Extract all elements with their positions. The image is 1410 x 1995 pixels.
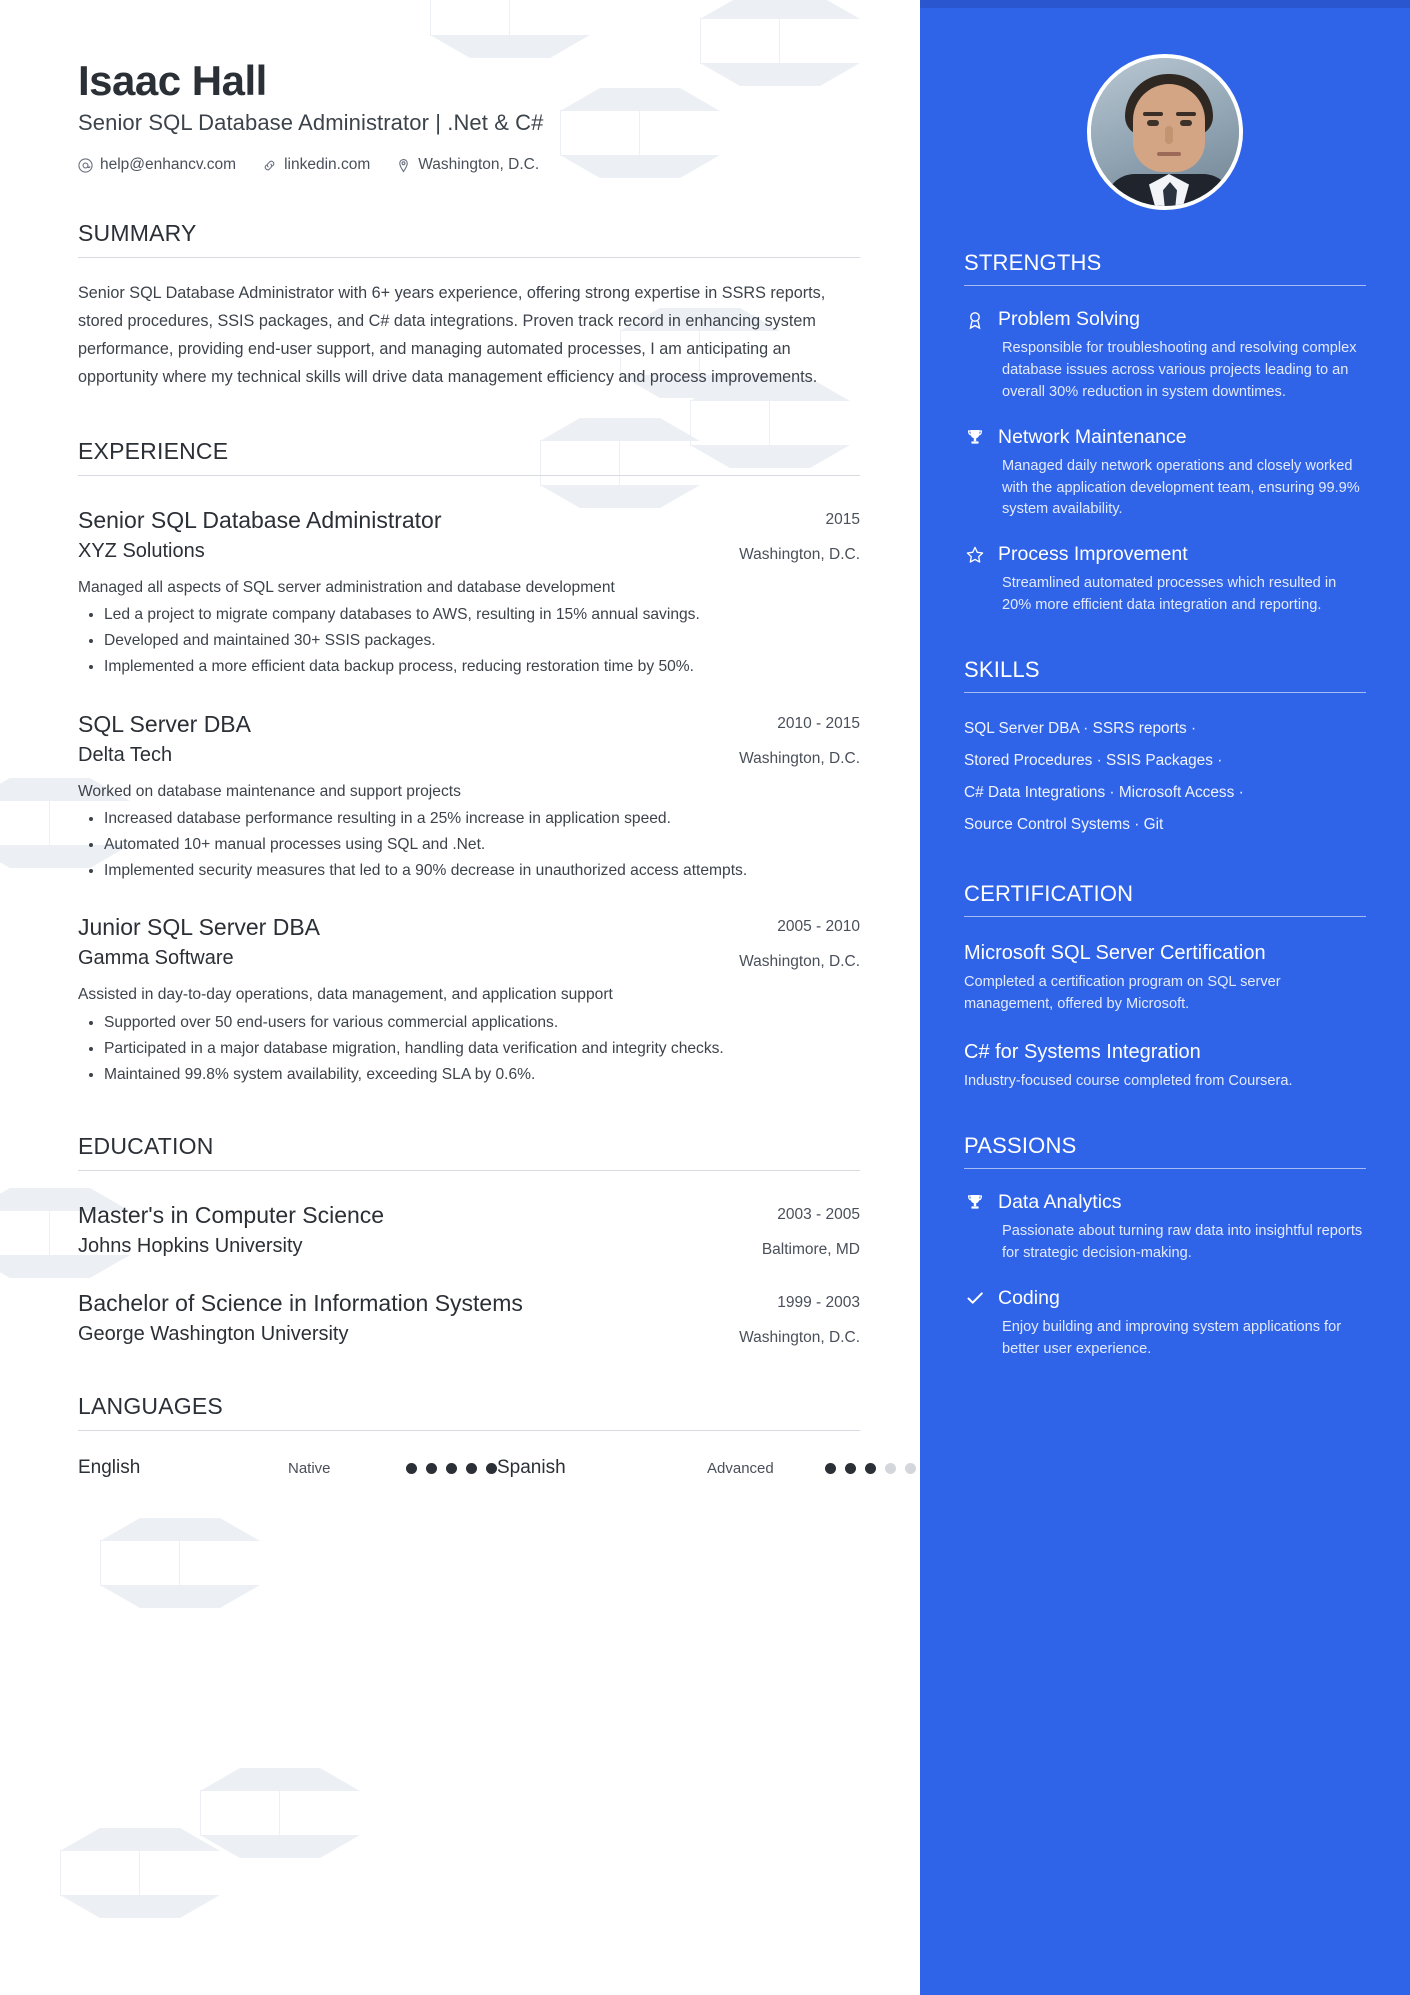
education-school: Johns Hopkins University [78,1235,303,1258]
experience-description: Managed all aspects of SQL server administration and database development [78,578,615,596]
education-entry [78,1289,860,1347]
rating-dot [825,1463,836,1474]
section-languages [78,1393,860,1479]
avatar-wrap [964,54,1366,210]
contact-linkedin-text: linkedin.com [284,156,371,174]
experience-bullets [78,1011,860,1087]
email-icon [78,158,93,173]
passion-description: Passionate about turning raw data into insightful reports for strategic decision-making. [1002,1222,1363,1261]
experience-entry [78,710,860,884]
summary-text: Senior SQL Database Administrator with 6+ years experience, offering strong expertise in SSRS reports, stored procedures, SSIS packages, and C# data integrations. Proven track record in enhancing system performance, providing end-user support, and managing automated processes, I am anticipating an opportunity where my technical skills will drive data management efficiency and process improvements. [78,284,826,386]
experience-entry [78,506,860,680]
experience-date: 2015 [825,510,860,528]
education-location: Washington, D.C. [739,1329,860,1347]
certification-item [964,1040,1366,1093]
passions-title: PASSIONS [964,1133,1366,1169]
list-item: • Automated 10+ manual processes using SQL and .Net. [104,833,860,857]
experience-description: Worked on database maintenance and support projects [78,782,461,800]
contact-location [396,156,539,174]
certification-item-title: C# for Systems Integration [964,1041,1201,1064]
education-school: George Washington University [78,1323,349,1346]
passion-title: Coding [998,1286,1060,1309]
strength-item [964,426,1366,522]
list-item: • Maintained 99.8% system availability, exceeding SLA by 0.6%. [104,1063,860,1087]
location-pin-icon [396,158,411,173]
rating-dot [406,1463,417,1474]
contact-email-text: help@enhancv.com [100,156,237,174]
passion-item [964,1287,1366,1361]
list-item: • Implemented security measures that led to a 90% decrease in unauthorized access attempts. [104,859,860,883]
list-item: • Participated in a major database migration, handling data verification and integrity checks. [104,1037,860,1061]
trophy-icon [964,1191,986,1213]
education-entry [78,1201,860,1259]
experience-date: 2005 - 2010 [777,918,860,936]
languages-title: LANGUAGES [78,1393,860,1431]
education-title: EDUCATION [78,1133,860,1171]
award-icon [964,309,986,331]
experience-title: EXPERIENCE [78,438,860,476]
experience-location: Washington, D.C. [739,545,860,563]
strength-item [964,543,1366,617]
skill-line: SQL Server DBA · SSRS reports · [964,720,1197,738]
list-item: • Developed and maintained 30+ SSIS packages. [104,629,860,653]
list-item: • Supported over 50 end-users for various commercial applications. [104,1011,860,1035]
contact-location-text: Washington, D.C. [418,156,540,174]
link-icon [262,158,277,173]
experience-description: Assisted in day-to-day operations, data management, and application support [78,986,613,1004]
strength-description: Managed daily network operations and closely worked with the application development team, ensuring 99.9% system availability. [1002,457,1360,518]
language-name: Spanish [497,1457,566,1479]
language-item [78,1457,497,1479]
rating-dot [446,1463,457,1474]
skills-title: SKILLS [964,657,1366,693]
section-strengths [964,250,1366,617]
rating-dot [845,1463,856,1474]
strength-description: Streamlined automated processes which resulted in 20% more efficient data integration and reporting. [1002,575,1337,614]
experience-bullets [78,807,860,883]
education-location: Baltimore, MD [761,1241,860,1259]
list-item: • Implemented a more efficient data backup process, reducing restoration time by 50%. [104,655,860,679]
experience-role: Junior SQL Server DBA [78,914,321,941]
experience-company: Gamma Software [78,947,234,970]
certification-title: CERTIFICATION [964,881,1366,917]
check-icon [964,1287,986,1309]
education-degree: Master's in Computer Science [78,1202,385,1229]
language-item [497,1457,916,1479]
rating-dot [905,1463,916,1474]
education-date: 2003 - 2005 [777,1206,860,1224]
skill-line: C# Data Integrations · Microsoft Access · [964,784,1244,802]
education-degree: Bachelor of Science in Information Systems [78,1290,523,1317]
section-education [78,1133,860,1347]
experience-location: Washington, D.C. [739,953,860,971]
language-level: Advanced [707,1459,774,1477]
strength-item [964,308,1366,404]
experience-role: Senior SQL Database Administrator [78,506,442,533]
experience-location: Washington, D.C. [739,749,860,767]
certification-item-title: Microsoft SQL Server Certification [964,942,1266,965]
language-level: Native [288,1459,331,1477]
strength-title: Problem Solving [998,308,1140,330]
section-skills [964,657,1366,841]
passion-item [964,1191,1366,1265]
skills-list [964,713,1366,841]
rating-dot [486,1463,497,1474]
strengths-title: STRENGTHS [964,250,1366,286]
certification-item-description: Completed a certification program on SQL server management, offered by Microsoft. [964,974,1281,1013]
rating-dot [885,1463,896,1474]
strength-description: Responsible for troubleshooting and resolving complex database issues across various projects leading to an overall 30% reduction in system downtimes. [1002,340,1357,400]
contact-row [78,156,860,174]
job-headline: Senior SQL Database Administrator | .Net & C# [78,110,544,136]
skill-line: Stored Procedures · SSIS Packages · [964,752,1223,770]
education-date: 1999 - 2003 [777,1294,860,1312]
trophy-icon [964,426,986,448]
certification-item-description: Industry-focused course completed from Coursera. [964,1073,1293,1090]
sidebar-top-bar [920,0,1410,8]
experience-bullets [78,603,860,679]
avatar [1087,54,1243,210]
section-passions [964,1133,1366,1361]
strength-title: Process Improvement [998,543,1188,566]
skill-line: Source Control Systems · Git [964,816,1164,834]
passion-title: Data Analytics [998,1190,1122,1213]
rating-dot [865,1463,876,1474]
summary-title: SUMMARY [78,220,860,258]
passion-description: Enjoy building and improving system applications for better user experience. [1002,1318,1342,1357]
experience-date: 2010 - 2015 [777,714,860,732]
list-item: • Increased database performance resulting in a 25% increase in application speed. [104,807,860,831]
rating-dot [466,1463,477,1474]
experience-company: Delta Tech [78,743,173,766]
experience-role: SQL Server DBA [78,710,251,737]
rating-dot [426,1463,437,1474]
strength-title: Network Maintenance [998,425,1187,448]
experience-entry [78,913,860,1087]
language-rating [825,1463,916,1474]
section-experience [78,438,860,1088]
right-sidebar [920,0,1410,1995]
section-certification [964,881,1366,1093]
language-rating [406,1463,497,1474]
experience-company: XYZ Solutions [78,539,205,562]
contact-linkedin[interactable] [262,156,370,174]
section-summary [78,220,860,391]
languages-row [78,1457,860,1479]
language-name: English [78,1457,141,1479]
page-title: Isaac Hall [78,57,267,104]
certification-item [964,941,1366,1016]
contact-email[interactable] [78,156,236,174]
star-icon [964,544,986,566]
list-item: • Led a project to migrate company databases to AWS, resulting in 15% annual savings. [104,603,860,627]
